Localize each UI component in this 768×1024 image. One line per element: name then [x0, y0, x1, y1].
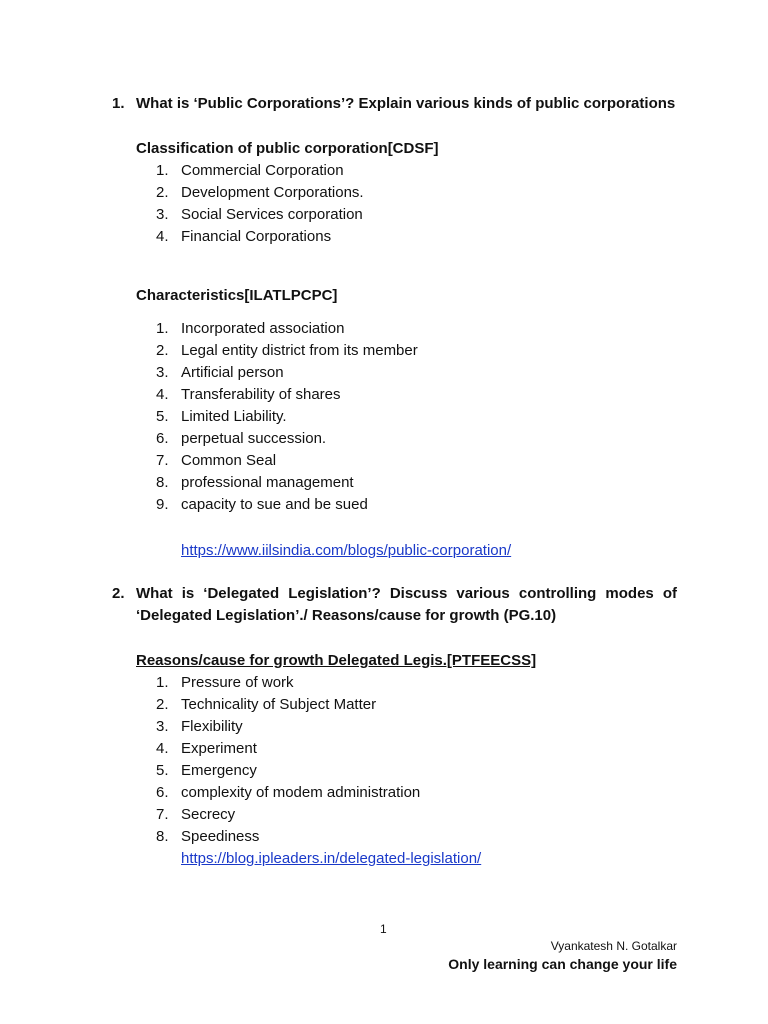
question-2-text: What is ‘Delegated Legislation’? Discuss various controlling modes of ‘Delegated Legislation’./ Reasons/cause for growth (PG.10) — [136, 585, 677, 624]
list-item: 1. Commercial Corporation — [156, 162, 344, 179]
question-1-text: What is ‘Public Corporations’? Explain various kinds of public corporations — [136, 95, 676, 112]
list-item: 2. Development Corporations. — [156, 184, 364, 201]
list-item: 6. perpetual succession. — [156, 430, 327, 447]
reasons-list — [156, 672, 420, 848]
list-item: 4. Experiment — [156, 740, 257, 757]
question-2-number: 2. — [112, 585, 125, 602]
author-name: Vyankatesh N. Gotalkar — [550, 939, 677, 953]
delegated-legislation-link[interactable]: https://blog.ipleaders.in/delegated-legislation/ — [181, 850, 482, 867]
characteristics-list — [156, 318, 418, 516]
footer-slogan: Only learning can change your life — [448, 956, 677, 972]
list-item: 1. Incorporated association — [156, 320, 345, 337]
classification-list — [156, 160, 364, 248]
public-corporation-link[interactable]: https://www.iilsindia.com/blogs/public-corporation/ — [181, 542, 512, 559]
characteristics-heading: Characteristics[ILATLPCPC] — [136, 287, 338, 304]
reasons-heading: Reasons/cause for growth Delegated Legis.[PTFEECSS] — [136, 652, 537, 669]
list-item: 7. Secrecy — [156, 806, 236, 823]
question-1-number: 1. — [112, 95, 125, 112]
list-item: 7. Common Seal — [156, 452, 277, 469]
page-number: 1 — [380, 922, 387, 936]
list-item: 3. Social Services corporation — [156, 206, 363, 223]
list-item: 5. Emergency — [156, 762, 257, 779]
list-item: 5. Limited Liability. — [156, 408, 287, 425]
list-item: 2. Legal entity district from its member — [156, 342, 418, 359]
list-item: 3. Flexibility — [156, 718, 243, 735]
list-item: 1. Pressure of work — [156, 674, 294, 691]
list-item: 3. Artificial person — [156, 364, 284, 381]
list-item: 2. Technicality of Subject Matter — [156, 696, 377, 713]
question-1 — [112, 93, 677, 115]
classification-heading: Classification of public corporation[CDSF] — [136, 140, 439, 157]
list-item: 8. professional management — [156, 474, 354, 491]
list-item: 4. Financial Corporations — [156, 228, 332, 245]
list-item: 8. Speediness — [156, 828, 260, 845]
list-item: 6. complexity of modem administration — [156, 784, 421, 801]
list-item: 4. Transferability of shares — [156, 386, 341, 403]
list-item: 9. capacity to sue and be sued — [156, 496, 368, 513]
question-2 — [112, 583, 677, 627]
